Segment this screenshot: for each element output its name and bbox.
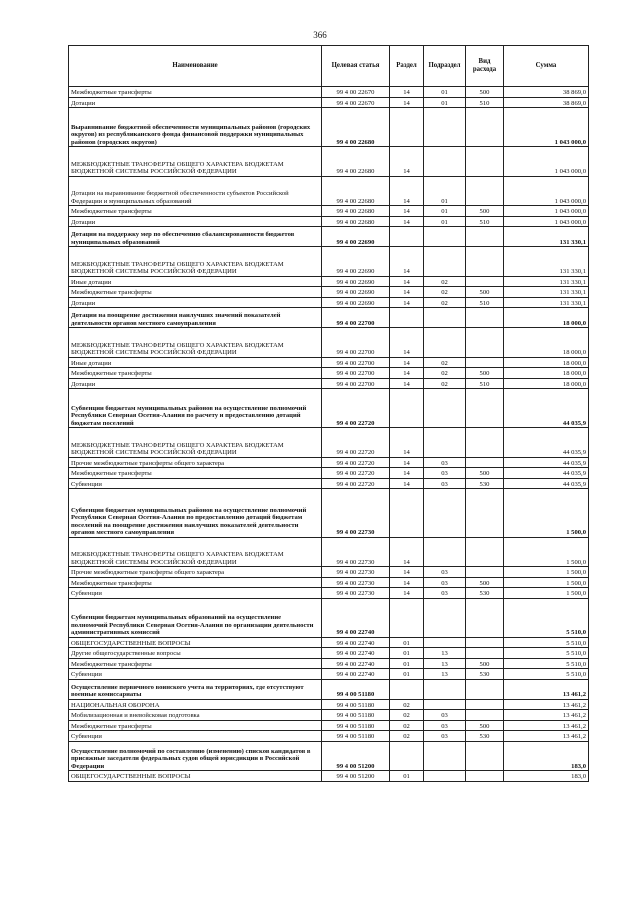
table-row — [69, 468, 589, 479]
cell-sum: 1 500,0 — [504, 577, 589, 588]
cell-section: 14 — [390, 206, 424, 217]
cell-subsection: 13 — [424, 648, 466, 659]
cell-subsection — [424, 328, 466, 358]
table-row — [69, 637, 589, 648]
cell-name: Межбюджетные трансферты — [69, 287, 322, 298]
table-row — [69, 428, 589, 458]
cell-article: 99 4 00 22690 — [322, 297, 390, 308]
cell-section: 14 — [390, 378, 424, 389]
cell-section: 14 — [390, 478, 424, 489]
header-article: Целевая статья — [322, 46, 390, 87]
cell-name: ОБЩЕГОСУДАРСТВЕННЫЕ ВОПРОСЫ — [69, 637, 322, 648]
cell-section: 14 — [390, 176, 424, 206]
table-row — [69, 669, 589, 680]
table-row — [69, 588, 589, 599]
cell-name: Дотации на поддержку мер по обеспечению сбалансированности бюджетов муниципальных образований — [69, 227, 322, 247]
table-row — [69, 598, 589, 637]
table-row — [69, 567, 589, 578]
cell-section: 14 — [390, 87, 424, 98]
cell-subsection: 03 — [424, 588, 466, 599]
table-row — [69, 287, 589, 298]
cell-article: 99 4 00 22700 — [322, 368, 390, 379]
cell-expense-type: 500 — [466, 658, 504, 669]
table-row — [69, 537, 589, 567]
table-row — [69, 227, 589, 247]
cell-expense-type: 510 — [466, 297, 504, 308]
cell-article: 99 4 00 22730 — [322, 588, 390, 599]
table-row — [69, 389, 589, 428]
cell-section: 14 — [390, 247, 424, 277]
cell-expense-type — [466, 699, 504, 710]
cell-expense-type: 530 — [466, 588, 504, 599]
cell-sum: 13 461,2 — [504, 699, 589, 710]
cell-article: 99 4 00 22730 — [322, 537, 390, 567]
cell-sum: 5 510,0 — [504, 648, 589, 659]
cell-sum: 5 510,0 — [504, 637, 589, 648]
cell-expense-type — [466, 276, 504, 287]
cell-section — [390, 741, 424, 771]
table-row — [69, 297, 589, 308]
cell-expense-type — [466, 457, 504, 468]
cell-subsection — [424, 308, 466, 328]
cell-sum: 13 461,2 — [504, 731, 589, 742]
table-row — [69, 87, 589, 98]
cell-name: МЕЖБЮДЖЕТНЫЕ ТРАНСФЕРТЫ ОБЩЕГО ХАРАКТЕРА БЮДЖЕТАМ БЮДЖЕТНОЙ СИСТЕМЫ РОССИЙСКОЙ ФЕДЕРАЦИИ — [69, 147, 322, 177]
cell-section: 01 — [390, 669, 424, 680]
cell-subsection: 13 — [424, 658, 466, 669]
cell-expense-type: 530 — [466, 731, 504, 742]
table-row — [69, 147, 589, 177]
cell-sum: 5 510,0 — [504, 598, 589, 637]
cell-section: 14 — [390, 297, 424, 308]
cell-sum: 183,0 — [504, 741, 589, 771]
table-row — [69, 478, 589, 489]
cell-subsection — [424, 489, 466, 538]
cell-name: МЕЖБЮДЖЕТНЫЕ ТРАНСФЕРТЫ ОБЩЕГО ХАРАКТЕРА БЮДЖЕТАМ БЮДЖЕТНОЙ СИСТЕМЫ РОССИЙСКОЙ ФЕДЕРАЦИИ — [69, 537, 322, 567]
cell-name: Субвенции бюджетам муниципальных районов на осуществление полномочий Республики Северная Осетия-Алания по расчету и предоставлению дотаций бюджетам поселений — [69, 389, 322, 428]
budget-table — [68, 45, 589, 782]
cell-subsection — [424, 227, 466, 247]
cell-article: 99 4 00 22720 — [322, 457, 390, 468]
cell-expense-type — [466, 227, 504, 247]
cell-article: 99 4 00 22680 — [322, 147, 390, 177]
table-header-row — [69, 46, 589, 87]
cell-section — [390, 227, 424, 247]
table-row — [69, 206, 589, 217]
cell-sum: 13 461,2 — [504, 710, 589, 721]
cell-name: Дотации — [69, 297, 322, 308]
cell-subsection: 01 — [424, 216, 466, 227]
table-row — [69, 577, 589, 588]
cell-section — [390, 598, 424, 637]
cell-name: МЕЖБЮДЖЕТНЫЕ ТРАНСФЕРТЫ ОБЩЕГО ХАРАКТЕРА БЮДЖЕТАМ БЮДЖЕТНОЙ СИСТЕМЫ РОССИЙСКОЙ ФЕДЕРАЦИИ — [69, 328, 322, 358]
cell-expense-type — [466, 648, 504, 659]
cell-expense-type: 510 — [466, 97, 504, 108]
cell-name: Дотации на выравнивание бюджетной обеспеченности субъектов Российской Федерации и муниципальных образований — [69, 176, 322, 206]
table-row — [69, 489, 589, 538]
cell-expense-type — [466, 389, 504, 428]
cell-expense-type — [466, 771, 504, 782]
table-row — [69, 699, 589, 710]
cell-subsection: 03 — [424, 731, 466, 742]
table-row — [69, 176, 589, 206]
cell-section: 14 — [390, 567, 424, 578]
cell-sum: 5 510,0 — [504, 658, 589, 669]
cell-name: Межбюджетные трансферты — [69, 577, 322, 588]
cell-section — [390, 489, 424, 538]
cell-sum: 1 043 000,0 — [504, 108, 589, 147]
table-row — [69, 247, 589, 277]
cell-expense-type — [466, 741, 504, 771]
header-section: Раздел — [390, 46, 424, 87]
table-row — [69, 679, 589, 699]
cell-subsection — [424, 537, 466, 567]
cell-section: 01 — [390, 648, 424, 659]
cell-article: 99 4 00 22670 — [322, 97, 390, 108]
cell-section: 01 — [390, 771, 424, 782]
cell-article: 99 4 00 22740 — [322, 637, 390, 648]
cell-article: 99 4 00 51180 — [322, 679, 390, 699]
table-row — [69, 308, 589, 328]
table-row — [69, 357, 589, 368]
cell-section: 14 — [390, 588, 424, 599]
cell-name: Субвенции бюджетам муниципальных образований на осуществление полномочий Республики Северная Осетия-Алания по организации деятельности административных комиссий — [69, 598, 322, 637]
cell-article: 99 4 00 22700 — [322, 328, 390, 358]
cell-sum: 44 035,9 — [504, 389, 589, 428]
cell-name: Межбюджетные трансферты — [69, 468, 322, 479]
cell-name: Межбюджетные трансферты — [69, 658, 322, 669]
cell-section: 02 — [390, 731, 424, 742]
cell-name: Мобилизационная и вневойсковая подготовка — [69, 710, 322, 721]
cell-subsection: 01 — [424, 176, 466, 206]
cell-expense-type: 500 — [466, 720, 504, 731]
cell-article: 99 4 00 22670 — [322, 87, 390, 98]
cell-section: 14 — [390, 577, 424, 588]
cell-article: 99 4 00 22720 — [322, 468, 390, 479]
cell-sum: 1 043 000,0 — [504, 176, 589, 206]
cell-expense-type: 530 — [466, 669, 504, 680]
cell-subsection — [424, 428, 466, 458]
cell-expense-type — [466, 679, 504, 699]
cell-name: Прочие межбюджетные трансферты общего характера — [69, 457, 322, 468]
cell-sum: 1 500,0 — [504, 489, 589, 538]
cell-subsection — [424, 679, 466, 699]
cell-sum: 1 500,0 — [504, 567, 589, 578]
cell-name: НАЦИОНАЛЬНАЯ ОБОРОНА — [69, 699, 322, 710]
cell-article: 99 4 00 51200 — [322, 741, 390, 771]
cell-section — [390, 108, 424, 147]
cell-subsection: 02 — [424, 378, 466, 389]
cell-expense-type: 500 — [466, 87, 504, 98]
cell-name: Прочие межбюджетные трансферты общего характера — [69, 567, 322, 578]
cell-article: 99 4 00 22700 — [322, 378, 390, 389]
cell-name: Субвенции бюджетам муниципальных районов на осуществление полномочий Республики Северная Осетия-Алания по предоставлению дотаций бюджетам поселений на поощрение достижения наилучших показателей деятельности органов местного самоуправления — [69, 489, 322, 538]
cell-expense-type — [466, 247, 504, 277]
cell-section: 14 — [390, 537, 424, 567]
cell-expense-type — [466, 357, 504, 368]
cell-article: 99 4 00 51180 — [322, 710, 390, 721]
cell-article: 99 4 00 22690 — [322, 227, 390, 247]
cell-article: 99 4 00 51200 — [322, 771, 390, 782]
cell-article: 99 4 00 22720 — [322, 428, 390, 458]
table-row — [69, 648, 589, 659]
cell-section: 14 — [390, 276, 424, 287]
cell-name: Субвенции — [69, 478, 322, 489]
cell-article: 99 4 00 22740 — [322, 598, 390, 637]
cell-article: 99 4 00 22680 — [322, 108, 390, 147]
cell-sum: 1 043 000,0 — [504, 206, 589, 217]
cell-sum: 38 869,0 — [504, 97, 589, 108]
cell-expense-type — [466, 147, 504, 177]
header-subsection: Подраздел — [424, 46, 466, 87]
table-row — [69, 457, 589, 468]
cell-subsection — [424, 108, 466, 147]
cell-subsection: 01 — [424, 206, 466, 217]
cell-subsection: 03 — [424, 720, 466, 731]
cell-expense-type — [466, 537, 504, 567]
cell-section — [390, 679, 424, 699]
cell-sum: 131 330,1 — [504, 227, 589, 247]
cell-name: Межбюджетные трансферты — [69, 368, 322, 379]
header-sum: Сумма — [504, 46, 589, 87]
cell-article: 99 4 00 22690 — [322, 287, 390, 298]
cell-expense-type — [466, 710, 504, 721]
cell-section — [390, 389, 424, 428]
cell-expense-type: 500 — [466, 368, 504, 379]
cell-sum: 44 035,9 — [504, 428, 589, 458]
cell-name: Межбюджетные трансферты — [69, 720, 322, 731]
cell-article: 99 4 00 22730 — [322, 577, 390, 588]
cell-sum: 18 000,0 — [504, 368, 589, 379]
cell-sum: 18 000,0 — [504, 308, 589, 328]
cell-subsection — [424, 147, 466, 177]
cell-subsection — [424, 637, 466, 648]
cell-section: 01 — [390, 637, 424, 648]
cell-section: 14 — [390, 216, 424, 227]
cell-subsection: 02 — [424, 357, 466, 368]
cell-subsection: 03 — [424, 478, 466, 489]
header-name: Наименование — [69, 46, 322, 87]
cell-subsection: 02 — [424, 287, 466, 298]
cell-sum: 131 330,1 — [504, 287, 589, 298]
cell-section: 14 — [390, 368, 424, 379]
cell-expense-type — [466, 328, 504, 358]
cell-expense-type — [466, 567, 504, 578]
cell-subsection — [424, 598, 466, 637]
cell-name: Межбюджетные трансферты — [69, 87, 322, 98]
cell-sum: 18 000,0 — [504, 378, 589, 389]
cell-subsection: 02 — [424, 297, 466, 308]
table-row — [69, 368, 589, 379]
cell-expense-type: 500 — [466, 206, 504, 217]
cell-article: 99 4 00 51180 — [322, 731, 390, 742]
table-row — [69, 328, 589, 358]
cell-article: 99 4 00 22680 — [322, 216, 390, 227]
table-body — [69, 87, 589, 782]
cell-name: Субвенции — [69, 669, 322, 680]
cell-article: 99 4 00 22730 — [322, 567, 390, 578]
cell-subsection: 01 — [424, 87, 466, 98]
cell-sum: 1 043 000,0 — [504, 216, 589, 227]
cell-section: 14 — [390, 287, 424, 298]
cell-name: Осуществление полномочий по составлению (изменению) списков кандидатов в присяжные заседатели федеральных судов общей юрисдикции в Российской Федерации — [69, 741, 322, 771]
cell-subsection: 02 — [424, 276, 466, 287]
cell-sum: 13 461,2 — [504, 720, 589, 731]
cell-sum: 44 035,9 — [504, 478, 589, 489]
cell-name: Осуществление первичного воинского учета на территориях, где отсутствуют военные комиссариаты — [69, 679, 322, 699]
page-number: 366 — [313, 30, 327, 40]
cell-name: Дотации — [69, 97, 322, 108]
cell-subsection — [424, 389, 466, 428]
cell-name: Иные дотации — [69, 357, 322, 368]
table-row — [69, 710, 589, 721]
cell-subsection: 03 — [424, 710, 466, 721]
cell-section: 14 — [390, 328, 424, 358]
cell-section: 02 — [390, 720, 424, 731]
cell-expense-type: 500 — [466, 468, 504, 479]
cell-article: 99 4 00 22680 — [322, 176, 390, 206]
cell-article: 99 4 00 22720 — [322, 389, 390, 428]
cell-sum: 1 500,0 — [504, 537, 589, 567]
cell-sum: 44 035,9 — [504, 457, 589, 468]
cell-expense-type: 500 — [466, 287, 504, 298]
header-expense-type: Вид расхода — [466, 46, 504, 87]
cell-expense-type — [466, 428, 504, 458]
cell-article: 99 4 00 51180 — [322, 720, 390, 731]
cell-subsection — [424, 741, 466, 771]
cell-name: Выравнивание бюджетной обеспеченности муниципальных районов (городских округов) из республиканского фонда финансовой поддержки муниципальных районов (городских округов) — [69, 108, 322, 147]
cell-subsection — [424, 699, 466, 710]
cell-expense-type: 510 — [466, 378, 504, 389]
cell-section: 14 — [390, 97, 424, 108]
cell-sum: 131 330,1 — [504, 297, 589, 308]
cell-name: МЕЖБЮДЖЕТНЫЕ ТРАНСФЕРТЫ ОБЩЕГО ХАРАКТЕРА БЮДЖЕТАМ БЮДЖЕТНОЙ СИСТЕМЫ РОССИЙСКОЙ ФЕДЕРАЦИИ — [69, 247, 322, 277]
cell-name: Субвенции — [69, 588, 322, 599]
cell-article: 99 4 00 22740 — [322, 658, 390, 669]
cell-name: ОБЩЕГОСУДАРСТВЕННЫЕ ВОПРОСЫ — [69, 771, 322, 782]
cell-article: 99 4 00 22680 — [322, 206, 390, 217]
cell-subsection — [424, 771, 466, 782]
cell-expense-type — [466, 108, 504, 147]
table-row — [69, 276, 589, 287]
cell-sum: 18 000,0 — [504, 357, 589, 368]
cell-expense-type: 510 — [466, 216, 504, 227]
cell-name: Межбюджетные трансферты — [69, 206, 322, 217]
cell-sum: 1 043 000,0 — [504, 147, 589, 177]
cell-subsection: 03 — [424, 567, 466, 578]
cell-sum: 13 461,2 — [504, 679, 589, 699]
cell-section — [390, 308, 424, 328]
cell-sum: 131 330,1 — [504, 276, 589, 287]
cell-article: 99 4 00 22720 — [322, 478, 390, 489]
table-row — [69, 108, 589, 147]
cell-subsection: 03 — [424, 457, 466, 468]
cell-subsection: 13 — [424, 669, 466, 680]
table-row — [69, 741, 589, 771]
cell-sum: 18 000,0 — [504, 328, 589, 358]
cell-sum: 1 500,0 — [504, 588, 589, 599]
table-row — [69, 216, 589, 227]
table-row — [69, 97, 589, 108]
cell-expense-type — [466, 637, 504, 648]
cell-sum: 183,0 — [504, 771, 589, 782]
cell-name: Субвенции — [69, 731, 322, 742]
cell-section: 14 — [390, 147, 424, 177]
cell-article: 99 4 00 22730 — [322, 489, 390, 538]
cell-section: 02 — [390, 710, 424, 721]
cell-article: 99 4 00 22700 — [322, 357, 390, 368]
cell-expense-type — [466, 308, 504, 328]
cell-name: Дотации — [69, 378, 322, 389]
cell-section: 01 — [390, 658, 424, 669]
cell-subsection: 01 — [424, 97, 466, 108]
cell-expense-type: 500 — [466, 577, 504, 588]
cell-section: 02 — [390, 699, 424, 710]
cell-sum: 44 035,9 — [504, 468, 589, 479]
cell-section: 14 — [390, 357, 424, 368]
table-row — [69, 720, 589, 731]
cell-sum: 5 510,0 — [504, 669, 589, 680]
cell-article: 99 4 00 22690 — [322, 276, 390, 287]
cell-section: 14 — [390, 428, 424, 458]
cell-article: 99 4 00 22740 — [322, 669, 390, 680]
cell-expense-type — [466, 176, 504, 206]
table-row — [69, 731, 589, 742]
cell-expense-type — [466, 598, 504, 637]
cell-name: Дотации — [69, 216, 322, 227]
cell-subsection: 03 — [424, 468, 466, 479]
cell-sum: 38 869,0 — [504, 87, 589, 98]
cell-expense-type — [466, 489, 504, 538]
cell-subsection: 03 — [424, 577, 466, 588]
cell-sum: 131 330,1 — [504, 247, 589, 277]
table-row — [69, 378, 589, 389]
cell-name: Иные дотации — [69, 276, 322, 287]
table-row — [69, 658, 589, 669]
cell-name: Другие общегосударственные вопросы — [69, 648, 322, 659]
cell-expense-type: 530 — [466, 478, 504, 489]
cell-article: 99 4 00 22690 — [322, 247, 390, 277]
cell-article: 99 4 00 22700 — [322, 308, 390, 328]
table-row — [69, 771, 589, 782]
cell-section: 14 — [390, 468, 424, 479]
cell-name: МЕЖБЮДЖЕТНЫЕ ТРАНСФЕРТЫ ОБЩЕГО ХАРАКТЕРА БЮДЖЕТАМ БЮДЖЕТНОЙ СИСТЕМЫ РОССИЙСКОЙ ФЕДЕРАЦИИ — [69, 428, 322, 458]
cell-subsection: 02 — [424, 368, 466, 379]
cell-article: 99 4 00 51180 — [322, 699, 390, 710]
cell-section: 14 — [390, 457, 424, 468]
cell-subsection — [424, 247, 466, 277]
cell-article: 99 4 00 22740 — [322, 648, 390, 659]
cell-name: Дотации на поощрение достижения наилучших значений показателей деятельности органов местного самоуправления — [69, 308, 322, 328]
